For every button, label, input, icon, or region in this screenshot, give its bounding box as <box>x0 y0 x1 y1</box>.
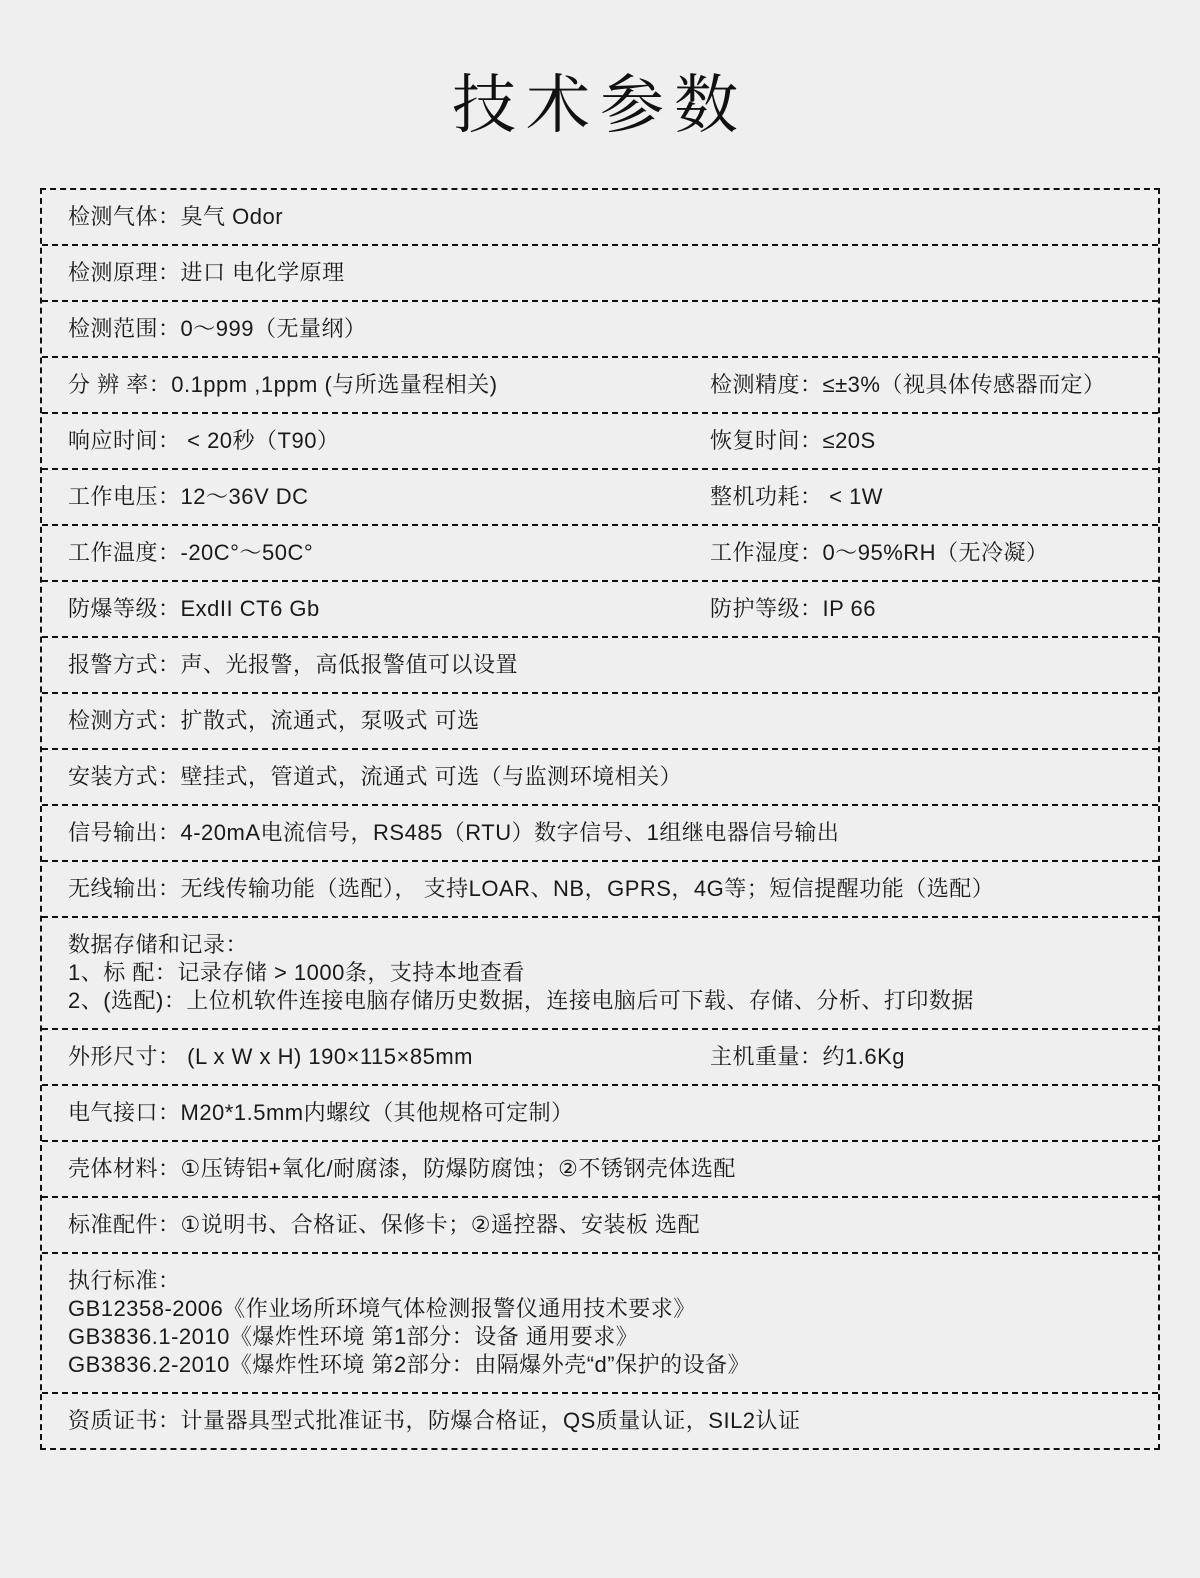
spec-row-installation-mode <box>42 748 1158 804</box>
spec-cell-response-recovery-time-1 <box>710 414 1132 468</box>
spec-line: GB3836.2-2010《爆炸性环境 第2部分：由隔爆外壳“d”保护的设备》 <box>68 1352 751 1377</box>
spec-cell-wireless-output-0 <box>68 862 994 916</box>
spec-line: 外形尺寸： (L x W x H) 190×115×85mm <box>68 1044 473 1069</box>
spec-line: 检测方式：扩散式，流通式，泵吸式 可选 <box>68 708 480 733</box>
spec-line: 工作电压：12～36V DC <box>68 484 309 509</box>
spec-cell-electrical-interface-0 <box>68 1086 574 1140</box>
spec-line: 标准配件：①说明书、合格证、保修卡；②遥控器、安装板 选配 <box>68 1212 701 1237</box>
spec-row-response-recovery-time <box>42 412 1158 468</box>
spec-cell-temperature-humidity-1 <box>710 526 1132 580</box>
spec-cell-data-storage-0 <box>68 918 974 1028</box>
spec-row-electrical-interface <box>42 1084 1158 1140</box>
spec-cell-dimensions-weight-1 <box>710 1030 1132 1084</box>
spec-cell-standard-accessories-0 <box>68 1198 700 1252</box>
spec-row-alarm-mode <box>42 636 1158 692</box>
spec-line: 报警方式：声、光报警，高低报警值可以设置 <box>68 652 519 677</box>
spec-row-voltage-power <box>42 468 1158 524</box>
spec-row-detected-gas <box>42 190 1158 244</box>
spec-line: 整机功耗： < 1W <box>710 484 884 509</box>
spec-cell-detection-principle-0 <box>68 246 345 300</box>
spec-line: 防爆等级：ExdII CT6 Gb <box>68 596 320 621</box>
spec-cell-alarm-mode-0 <box>68 638 518 692</box>
spec-cell-resolution-accuracy-0 <box>68 358 710 412</box>
spec-cell-explosion-protection-grade-1 <box>710 582 1132 636</box>
spec-cell-dimensions-weight-0 <box>68 1030 710 1084</box>
spec-line: 资质证书：计量器具型式批准证书，防爆合格证，QS质量认证，SIL2认证 <box>68 1408 801 1433</box>
spec-cell-detected-gas-0 <box>68 190 283 244</box>
spec-line: 工作湿度：0～95%RH（无冷凝） <box>710 540 1049 565</box>
spec-line: 响应时间： < 20秒（T90） <box>68 428 340 453</box>
spec-line: GB12358-2006《作业场所环境气体检测报警仪通用技术要求》 <box>68 1296 696 1321</box>
spec-line: 1、标 配：记录存储 > 1000条，支持本地查看 <box>68 960 525 985</box>
spec-line: GB3836.1-2010《爆炸性环境 第1部分：设备 通用要求》 <box>68 1324 639 1349</box>
spec-cell-response-recovery-time-0 <box>68 414 710 468</box>
spec-line: 壳体材料：①压铸铝+氧化/耐腐漆，防爆防腐蚀；②不锈钢壳体选配 <box>68 1156 736 1181</box>
spec-line: 主机重量：约1.6Kg <box>710 1044 905 1069</box>
spec-line: 数据存储和记录： <box>68 932 249 957</box>
spec-row-wireless-output <box>42 860 1158 916</box>
spec-row-detection-range <box>42 300 1158 356</box>
spec-cell-qualification-certificates-0 <box>68 1394 801 1448</box>
spec-cell-temperature-humidity-0 <box>68 526 710 580</box>
spec-line: 防护等级：IP 66 <box>710 596 876 621</box>
spec-cell-voltage-power-1 <box>710 470 1132 524</box>
spec-row-resolution-accuracy <box>42 356 1158 412</box>
spec-row-qualification-certificates <box>42 1392 1158 1448</box>
spec-row-dimensions-weight <box>42 1028 1158 1084</box>
spec-line: 电气接口：M20*1.5mm内螺纹（其他规格可定制） <box>68 1100 574 1125</box>
spec-line: 安装方式：壁挂式，管道式，流通式 可选（与监测环境相关） <box>68 764 683 789</box>
spec-line: 分 辨 率：0.1ppm ,1ppm (与所选量程相关) <box>68 372 498 397</box>
spec-row-standard-accessories <box>42 1196 1158 1252</box>
spec-cell-explosion-protection-grade-0 <box>68 582 710 636</box>
spec-cell-voltage-power-0 <box>68 470 710 524</box>
spec-cell-housing-material-0 <box>68 1142 736 1196</box>
spec-cell-detection-range-0 <box>68 302 366 356</box>
spec-line: 恢复时间：≤20S <box>710 428 876 453</box>
spec-line: 工作温度：-20C°～50C° <box>68 540 314 565</box>
spec-cell-signal-output-0 <box>68 806 839 860</box>
spec-row-housing-material <box>42 1140 1158 1196</box>
spec-row-explosion-protection-grade <box>42 580 1158 636</box>
spec-table <box>40 188 1160 1450</box>
spec-row-detection-mode <box>42 692 1158 748</box>
spec-line: 检测范围：0～999（无量纲） <box>68 316 367 341</box>
spec-line: 无线输出：无线传输功能（选配）， 支持LOAR、NB，GPRS，4G等；短信提醒功能（选配） <box>68 876 995 901</box>
spec-cell-detection-mode-0 <box>68 694 480 748</box>
spec-row-detection-principle <box>42 244 1158 300</box>
spec-line: 执行标准： <box>68 1268 181 1293</box>
spec-line: 2、(选配)：上位机软件连接电脑存储历史数据，连接电脑后可下载、存储、分析、打印数据 <box>68 988 974 1013</box>
spec-cell-executive-standards-0 <box>68 1254 750 1392</box>
spec-line: 检测精度：≤±3%（视具体传感器而定） <box>710 372 1106 397</box>
page-title: 技术参数 <box>452 69 748 141</box>
spec-cell-resolution-accuracy-1 <box>710 358 1132 412</box>
spec-row-executive-standards <box>42 1252 1158 1392</box>
spec-line: 检测气体：臭气 Odor <box>68 204 284 229</box>
spec-row-temperature-humidity <box>42 524 1158 580</box>
spec-row-data-storage <box>42 916 1158 1028</box>
spec-line: 检测原理：进口 电化学原理 <box>68 260 345 285</box>
spec-cell-installation-mode-0 <box>68 750 682 804</box>
spec-row-signal-output <box>42 804 1158 860</box>
spec-line: 信号输出：4-20mA电流信号，RS485（RTU）数字信号、1组继电器信号输出 <box>68 820 840 845</box>
